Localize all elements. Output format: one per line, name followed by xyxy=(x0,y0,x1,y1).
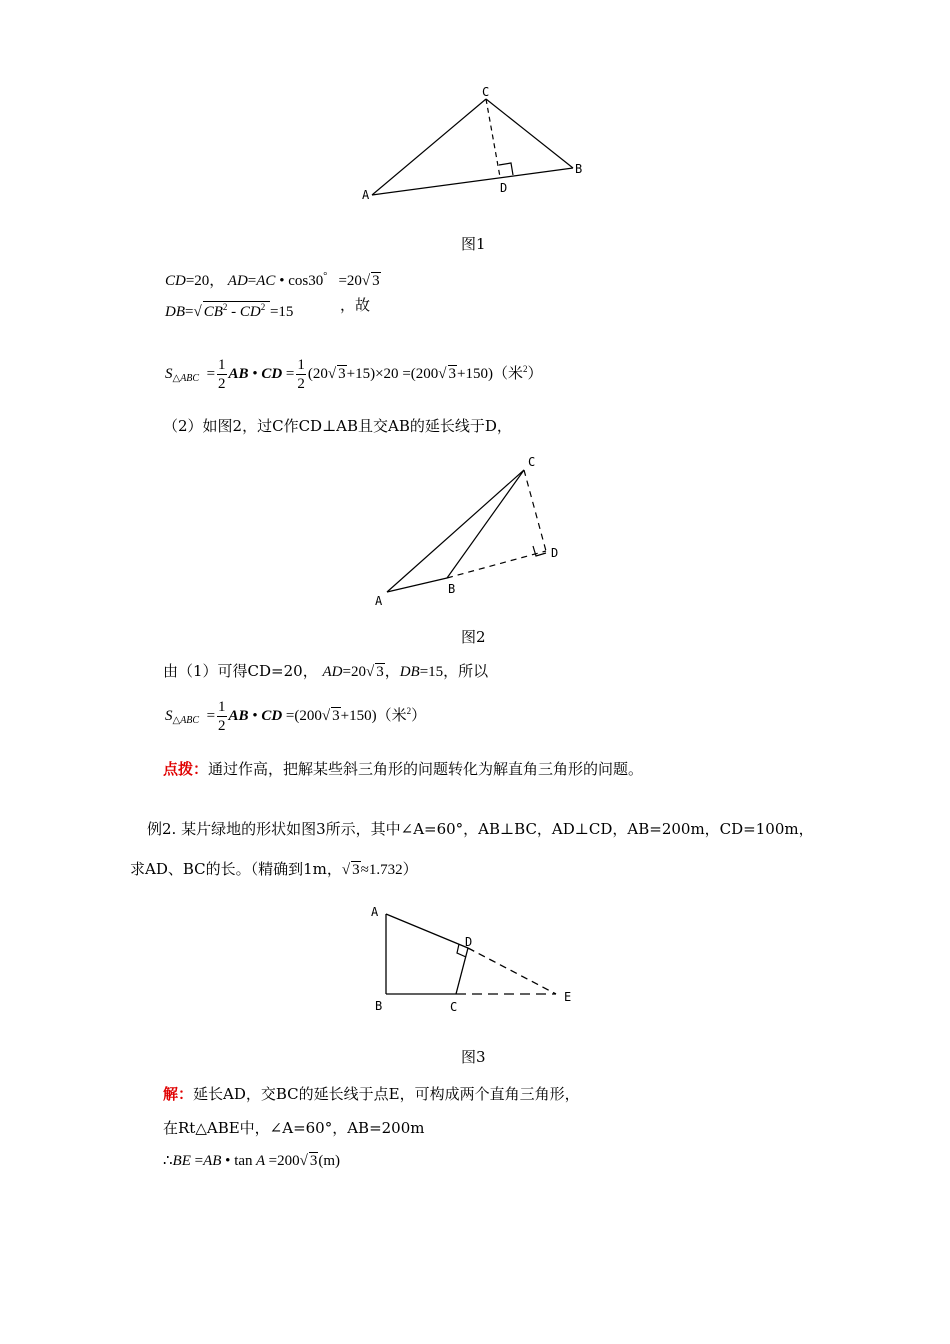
tip-label: 点拨： xyxy=(163,760,209,778)
fig1-caption: 图1 xyxy=(461,235,486,253)
solution-label: 解： xyxy=(163,1085,194,1103)
solution-line-2: 在Rt△ABE中，∠A=60°，AB=200m xyxy=(163,1119,425,1137)
fig3-label-c: C xyxy=(450,1000,458,1014)
example-2-line-1: 例2. 某片绿地的形状如图3所示，其中∠A=60°，AB⊥BC，AD⊥CD，AB=200m，CD=100m， xyxy=(147,820,814,838)
example-2-line-2: 求AD、BC的长。（精确到1m，√ 3≈1.732） xyxy=(130,860,418,878)
part-2-text: （2）如图2，过C作CD⊥AB且交AB的延长线于D， xyxy=(163,417,512,435)
fig1-label-c: C xyxy=(482,85,490,99)
fig1-label-b: B xyxy=(575,162,583,176)
eq-db-tail: ，故 xyxy=(340,296,371,314)
solution-line-3: ∴BE =AB • tan A =200√ 3(m) xyxy=(163,1153,341,1169)
fig2-label-a: A xyxy=(375,594,383,608)
eq-db: DB=√ $CB^2 - CD^2 =15$ xyxy=(165,302,294,320)
eq-cd-ad: CD=20， AD=AC • cos30° =20√ 3 xyxy=(165,271,380,289)
figure-3-lines xyxy=(386,914,556,994)
eq-from-part-1: 由（1）可得CD=20， AD=20√ 3，DB=15，所以 xyxy=(163,662,489,680)
fig3-label-a: A xyxy=(371,905,379,919)
fig3-label-e: E xyxy=(564,990,572,1004)
fig2-label-c: C xyxy=(528,455,536,469)
fig2-label-d: D xyxy=(551,546,559,560)
fig3-caption: 图3 xyxy=(461,1048,486,1066)
tip-text: 通过作高，把解某些斜三角形的问题转化为解直角三角形的问题。 xyxy=(208,760,644,778)
fig1-label-a: A xyxy=(362,188,370,202)
eq-area-2: $S_{\triangle ABC}$ = $\frac{1}{2}$ AB • CD =(200√ 3+150)（米$^2$） xyxy=(165,699,427,734)
fig1-label-d: D xyxy=(500,181,508,195)
fig3-label-d: D xyxy=(465,935,473,949)
eq-area-1: $S_{\triangle ABC}$ = $\frac{1}{2}$ AB • CD = $\frac{1}{2}$ (20√ 3+15)×20 =(200√ 3+150)（米$^2$） xyxy=(165,357,543,392)
solution-line-1: 解：延长AD，交BC的延长线于点E，可构成两个直角三角形， xyxy=(163,1085,580,1103)
fig2-caption: 图2 xyxy=(461,628,486,646)
fig2-label-b: B xyxy=(448,582,456,596)
fig3-label-b: B xyxy=(375,999,383,1013)
